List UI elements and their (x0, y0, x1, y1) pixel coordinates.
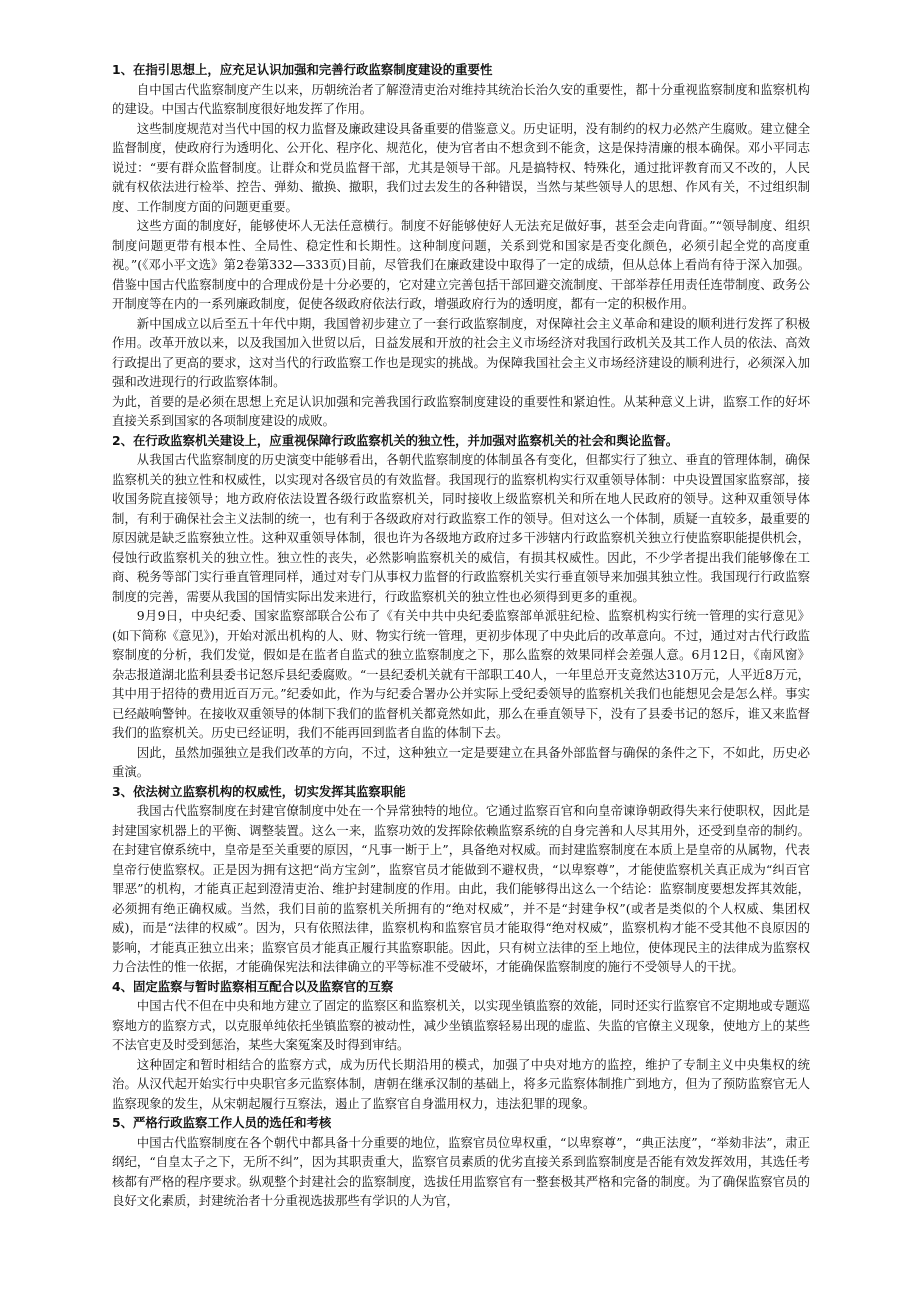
paragraph: 中国古代不但在中央和地方建立了固定的监察区和监察机关，以实现坐镇监察的效能，同时还实行监察官不定期地或专题巡察地方的监察方式，以克服单纯依托坐镇监察的被动性，减少坐镇监察轻易出现的虚监、失监的官僚主义现象，使地方上的某些不法官吏及时受到惩治，某些大案冤案及时得到审结。 (112, 998, 810, 1052)
document-body (112, 60, 810, 1211)
paragraph: 这些制度规范对当代中国的权力监督及廉政建设具备重要的借鉴意义。历史证明，没有制约的权力必然产生腐败。建立健全监督制度，使政府行为透明化、公开化、程序化、规范化，使为官者由不想贪到不能贪，这是保持清廉的根本确保。邓小平同志说过：“要有群众监督制度。让群众和党员监督干部，尤其是领导干部。凡是搞特权、特殊化，通过批评教育而又不改的，人民就有权依法进行检举、控告、弹劾、撤换、撤职，我们过去发生的各种错误，当然与某些领导人的思想、作风有关，不过组织制度、工作制度方面的问题更重要。 (112, 120, 810, 214)
section-2 (112, 431, 810, 782)
section-heading: 4、固定监察与暂时监察相互配合以及监察官的互察 (112, 978, 394, 994)
section-heading: 3、依法树立监察机构的权威性，切实发挥其监察职能 (112, 783, 406, 799)
paragraph: 9月9日，中央纪委、国家监察部联合公布了《有关中共中央纪委监察部单派驻纪检、监察机构实行统一管理的实行意见》(如下简称《意见》)，开始对派出机构的人、财、物实行统一管理，更初步体现了中央此后的改革意向。不过，通过对古代行政监察制度的分析，我们发觉，假如是在监者自监式的独立监察制度之下，那么监察的效果同样会差强人意。6月12日，《南风窗》杂志报道湖北监利县委书记怒斥县纪委腐败。“一县纪委机关就有干部职工40人，一年里总开支竟然达310万元，人平近8万元，其中用于招待的费用近百万元。”纪委如此，作为与纪委合署办公并实际上受纪委领导的监察机关我们也能想见会是怎么样。事实已经敲响警钟。在接收双重领导的体制下我们的监督机关都竟然如此，那么在垂直领导下，没有了县委书记的怒斥，谁又来监督我们的监察机关。历史已经证明，我们不能再回到监者自监的体制下去。 (112, 608, 810, 740)
paragraph: 自中国古代监察制度产生以来，历朝统治者了解澄清吏治对维持其统治长治久安的重要性，都十分重视监察制度和监察机构的建设。中国古代监察制度很好地发挥了作用。 (112, 81, 810, 116)
section-5 (112, 1113, 810, 1211)
paragraph: 为此，首要的是必须在思想上充足认识加强和完善我国行政监察制度建设的重要性和紧迫性。从某种意义上讲，监察工作的好坏直接关系到国家的各项制度建设的成败。 (112, 393, 810, 428)
paragraph: 新中国成立以后至五十年代中期，我国曾初步建立了一套行政监察制度，对保障社会主义革命和建设的顺利进行发挥了积极作用。改革开放以来，以及我国加入世贸以后，日益发展和开放的社会主义市场经济对我国行政机关及其工作人员的依法、高效行政提出了更高的要求，这对当代的行政监察工作也是现实的挑战。为保障我国社会主义市场经济建设的顺利进行，必须深入加强和改进现行的行政监察体制。 (112, 315, 810, 389)
paragraph: 中国古代监察制度在各个朝代中都具备十分重要的地位，监察官员位卑权重，“以卑察尊”，“典正法度”，“举劾非法”，肃正纲纪，“自皇太子之下，无所不纠”，因为其职责重大，监察官员素质的优劣直接关系到监察制度是否能有效发挥效用，其选任考核都有严格的程序要求。纵观整个封建社会的监察制度，选拔任用监察官有一整套极其严格和完备的制度。为了确保监察官员的良好文化素质，封建统治者十分重视选拔那些有学识的人为官， (112, 1134, 810, 1208)
section-1 (112, 60, 810, 431)
section-4 (112, 977, 810, 1114)
paragraph: 这些方面的制度好，能够使坏人无法任意横行。制度不好能够使好人无法充足做好事，甚至会走向背面。”“领导制度、组织制度问题更带有根本性、全局性、稳定性和长期性。这种制度问题，关系到党和国家是否变化颜色，必须引起全党的高度重视。”(《邓小平文选》第2卷第332—333页)目前，尽管我们在廉政建设中取得了一定的成绩，但从总体上看尚有待于深入加强。借鉴中国古代监察制度中的合理成份是十分必要的，它对建立完善包括干部回避交流制度、干部举荐任用责任连带制度、政务公开制度等在内的一系列廉政制度，促使各级政府依法行政，增强政府行为的透明度，都有一定的积极作用。 (112, 218, 810, 311)
paragraph: 因此，虽然加强独立是我们改革的方向，不过，这种独立一定是要建立在具备外部监督与确保的条件之下，不如此，历史必重演。 (112, 744, 810, 779)
section-3 (112, 782, 810, 977)
section-heading: 5、严格行政监察工作人员的选任和考核 (112, 1115, 332, 1130)
section-heading: 1、在指引思想上，应充足认识加强和完善行政监察制度建设的重要性 (112, 62, 493, 77)
section-heading: 2、在行政监察机关建设上，应重视保障行政监察机关的独立性，并加强对监察机关的社会和舆论监督。 (112, 432, 679, 448)
paragraph: 从我国古代监察制度的历史演变中能够看出，各朝代监察制度的体制虽各有变化，但都实行了独立、垂直的管理体制，确保监察机关的独立性和权威性，以实现对各级官员的有效监督。我国现行的监察机构实行双重领导体制：中央设置国家监察部，接收国务院直接领导；地方政府依法设置各级行政监察机关，同时接收上级监察机关和所在地人民政府的领导。这种双重领导体制，有利于确保社会主义法制的统一，也有利于各级政府对行政监察工作的领导。但对这么一个体制，质疑一直较多，最重要的原因就是缺乏监察独立性。这种双重领导体制，很也许为各级地方政府过多干涉辖内行政监察机关独立行使监察职能提供机会，侵蚀行政监察机关的独立性。独立性的丧失，必然影响监察机关的威信，有损其权威性。因此，不少学者提出我们能够像在工商、税务等部门实行垂直管理同样，通过对专门从事权力监督的行政监察机关实行垂直领导来加强其独立性。我国现行行政监察制度的完善，需要从我国的国情实际出发来进行，行政监察机关的独立性也必须得到更多的重视。 (112, 452, 810, 604)
paragraph: 这种固定和暂时相结合的监察方式，成为历代长期沿用的模式，加强了中央对地方的监控，维护了专制主义中央集权的统治。从汉代起开始实行中央职官多元监察体制，唐朝在继承汉制的基础上，将多元监察体制推广到地方，但为了预防监察官无人监察现象的发生，从宋朝起履行互察法，遏止了监察官自身滥用权力，违法犯罪的现象。 (112, 1056, 810, 1111)
paragraph: 我国古代监察制度在封建官僚制度中处在一个异常独特的地位。它通过监察百官和向皇帝谏诤朝政得失来行使职权，因此是封建国家机器上的平衡、调整装置。这么一来，监察功效的发挥除依赖监察系统的自身完善和人尽其用外，还受到皇帝的制约。在封建官僚系统中，皇帝是至关重要的原因，“凡事一断于上”，具备绝对权威。而封建监察制度在本质上是皇帝的从属物，代表皇帝行使监察权。正是因为拥有这把“尚方宝剑”，监察官员才能做到不避权贵，“以卑察尊”，才能使监察机关真正成为“纠百官罪恶”的机构，才能真正起到澄清吏治、维护封建制度的作用。由此，我们能够得出这么一个结论：监察制度要想发挥其效能，必须拥有绝正确权威。当然，我们目前的监察机关所拥有的“绝对权威”，并不是“封建争权”(或者是类似的个人权威、集团权威)，而是“法律的权威”。因为，只有依照法律，监察机构和监察官员才能取得“绝对权威”，监察机构才能不受其他不良原因的影响，才能真正独立出来；监察官员才能真正履行其监察职能。因此，只有树立法律的至上地位，使体现民主的法律成为监察权力合法性的惟一依据，才能确保宪法和法律确立的平等标准不受破坏，才能确保监察制度的施行不受领导人的干扰。 (112, 803, 810, 974)
